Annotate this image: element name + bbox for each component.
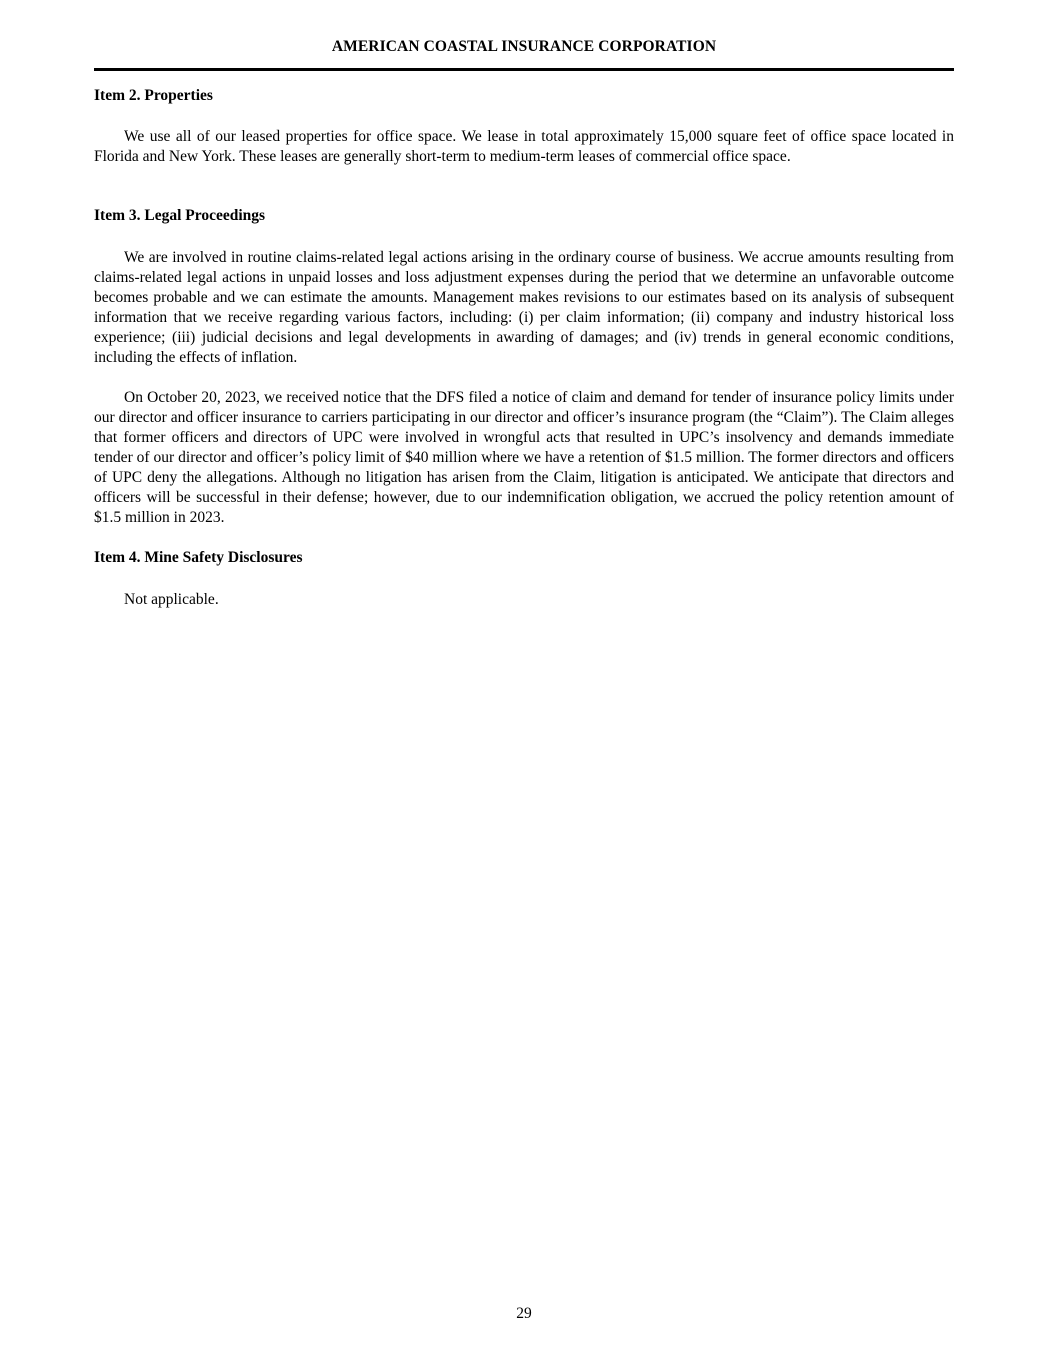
heading-item-3-legal-proceedings: Item 3. Legal Proceedings [94, 207, 266, 224]
paragraph-mine-safety: Not applicable. [124, 591, 219, 608]
header-divider [94, 68, 954, 71]
company-header: AMERICAN COASTAL INSURANCE CORPORATION [331, 38, 717, 55]
paragraph-properties: We use all of our leased properties for office space. We lease in total approximately 15,000 square feet of office space located in Florida and New York. These leases are generally short-term to medium-term leases of commercial office space. [94, 128, 954, 165]
document-page [94, 0, 954, 1365]
paragraph-legal-proceedings-2: On October 20, 2023, we received notice that the DFS filed a notice of claim and demand for tender of insurance policy limits under our director and officer insurance to carriers participating in our director and officer’s insurance program (the “Claim”). The Claim alleges that former officers and directors of UPC were involved in wrongful acts that resulted in UPC’s insolvency and demands immediate tender of our director and officer’s policy limit of $40 million where we have a retention of $1.5 million. The former directors and officers of UPC deny the allegations. Although no litigation has arisen from the Claim, litigation is anticipated. We anticipate that directors and officers will be successful in their defense; however, due to our indemnification obligation, we accrued the policy retention amount of $1.5 million in 2023. [94, 389, 954, 526]
paragraph-legal-proceedings-1: We are involved in routine claims-related legal actions arising in the ordinary course of business. We accrue amounts resulting from claims-related legal actions in unpaid losses and loss adjustment expenses during the period that we determine an unfavorable outcome becomes probable and we can estimate the amounts. Management makes revisions to our estimates based on its analysis of subsequent information that we receive regarding various factors, including: (i) per claim information; (ii) company and industry historical loss experience; (iii) judicial decisions and legal developments in awarding of damages; and (iv) trends in general economic conditions, including the effects of inflation. [94, 249, 954, 366]
heading-item-2-properties: Item 2. Properties [94, 87, 213, 104]
page-number: 29 [516, 1305, 532, 1322]
heading-item-4-mine-safety: Item 4. Mine Safety Disclosures [94, 549, 303, 566]
